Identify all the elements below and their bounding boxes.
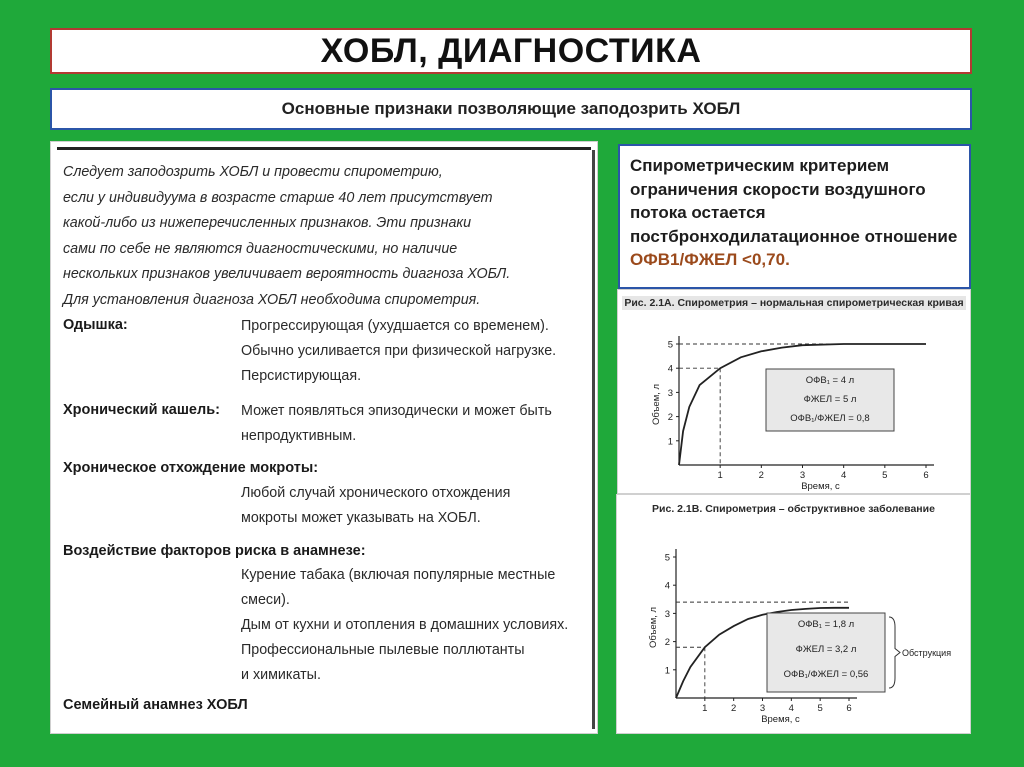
x-tick-label: 1 — [702, 703, 708, 714]
obstruction-brace — [889, 617, 900, 688]
y-axis-label: Объем, л — [651, 383, 662, 426]
spirometry-criterion-box — [618, 144, 971, 289]
sign-label-dyspnea: Одышка: — [63, 317, 128, 333]
values-box-line: ОФВ₁/ФЖЕЛ = 0,8 — [790, 413, 870, 424]
intro-line: Следует заподозрить ХОБЛ и провести спирометрию, — [63, 164, 443, 180]
x-tick-label: 6 — [923, 470, 929, 481]
y-tick-label: 1 — [664, 665, 670, 677]
sign-label-risk-factors: Воздействие факторов риска в анамнезе: — [63, 543, 366, 559]
sign-label-family-history: Семейный анамнез ХОБЛ — [63, 697, 248, 713]
x-tick-label: 5 — [817, 703, 823, 714]
values-box-line: ОФВ₁ = 4 л — [805, 375, 855, 386]
y-axis-label: Объем, л — [648, 606, 659, 649]
values-box-line: ФЖЕЛ = 5 л — [803, 394, 857, 405]
criterion-text: Спирометрическим критерием ограничения скорости воздушного потока остается постбронходилатационное отношение — [630, 156, 958, 246]
values-box-line: ФЖЕЛ = 3,2 л — [795, 644, 857, 655]
intro-line: сами по себе не являются диагностическими, но наличие — [63, 240, 458, 257]
y-tick-label: 4 — [667, 363, 673, 375]
x-tick-label: 2 — [731, 703, 737, 714]
x-tick-label: 3 — [799, 470, 806, 481]
criterion-highlight: ОФВ1/ФЖЕЛ <0,70. — [630, 250, 790, 269]
slide-subtitle: Основные признаки позволяющие заподозрить ХОБЛ — [50, 88, 972, 130]
y-tick-label: 2 — [667, 412, 673, 424]
x-tick-label: 3 — [759, 703, 766, 714]
chart-title: Рис. 2.1В. Спирометрия – обструктивное заболевание — [652, 503, 935, 515]
intro-text — [63, 160, 583, 313]
y-tick-label: 5 — [664, 552, 670, 564]
sign-line: Прогрессирующая (ухудшается со временем). — [241, 318, 549, 334]
panel-top-rule — [57, 147, 591, 150]
x-tick-label: 1 — [717, 470, 723, 481]
y-tick-label: 1 — [667, 436, 673, 448]
sign-line: смеси). — [241, 592, 290, 608]
x-tick-label: 6 — [846, 703, 852, 714]
sign-line: мокроты может указывать на ХОБЛ. — [241, 510, 481, 526]
values-box-line: ОФВ₁/ФЖЕЛ = 0,56 — [783, 669, 869, 680]
panel-side-rule — [592, 150, 595, 729]
chart-title: Рис. 2.1А. Спирометрия – нормальная спирометрическая кривая — [622, 296, 966, 310]
y-tick-label: 5 — [667, 339, 673, 351]
chart-plot — [618, 290, 972, 495]
signs-panel — [50, 141, 598, 734]
sign-line: Курение табака (включая популярные местные — [241, 567, 556, 583]
y-tick-label: 4 — [664, 580, 670, 592]
sign-line: Может появляться эпизодически и может быть — [241, 403, 552, 419]
chart-obstructive-spirometry — [616, 494, 971, 734]
y-tick-label: 3 — [664, 608, 670, 620]
chart-plot — [617, 495, 972, 735]
obstruction-annotation: Обструкция — [902, 648, 952, 658]
sign-desc-sputum — [241, 481, 510, 531]
x-axis-label: Время, с — [801, 481, 840, 492]
intro-line: Для установления диагноза ХОБЛ необходима спирометрия. — [63, 291, 481, 308]
intro-line: нескольких признаков увеличивает вероятность диагноза ХОБЛ. — [63, 266, 511, 282]
y-tick-label: 2 — [664, 637, 670, 649]
sign-label-cough: Хронический кашель: — [63, 402, 220, 418]
sign-desc-cough — [241, 399, 552, 449]
x-axis-label: Время, с — [761, 714, 800, 725]
intro-line: какой-либо из нижеперечисленных признаков. Эти признаки — [63, 215, 472, 231]
sign-line: и химикаты. — [241, 667, 321, 683]
sign-desc-dyspnea — [241, 314, 556, 389]
y-tick-label: 3 — [667, 387, 673, 399]
slide-title: ХОБЛ, ДИАГНОСТИКА — [50, 28, 972, 74]
chart-normal-spirometry — [617, 289, 971, 494]
sign-desc-risk-factors — [241, 563, 568, 688]
x-tick-label: 4 — [841, 470, 847, 481]
sign-label-sputum: Хроническое отхождение мокроты: — [63, 460, 319, 476]
sign-line: Профессиональные пылевые поллютанты — [241, 642, 525, 658]
sign-line: Обычно усиливается при физической нагрузке. — [241, 343, 557, 359]
sign-line: непродуктивным. — [241, 428, 357, 444]
x-tick-label: 2 — [758, 470, 764, 481]
x-tick-label: 4 — [788, 703, 794, 714]
x-tick-label: 5 — [882, 470, 888, 481]
intro-line: если у индивидуума в возрасте старше 40 лет присутствует — [63, 189, 493, 206]
sign-line: Персистирующая. — [241, 368, 362, 384]
sign-line: Дым от кухни и отопления в домашних условиях. — [241, 617, 569, 633]
sign-line: Любой случай хронического отхождения — [241, 485, 511, 501]
values-box-line: ОФВ₁ = 1,8 л — [797, 619, 855, 630]
